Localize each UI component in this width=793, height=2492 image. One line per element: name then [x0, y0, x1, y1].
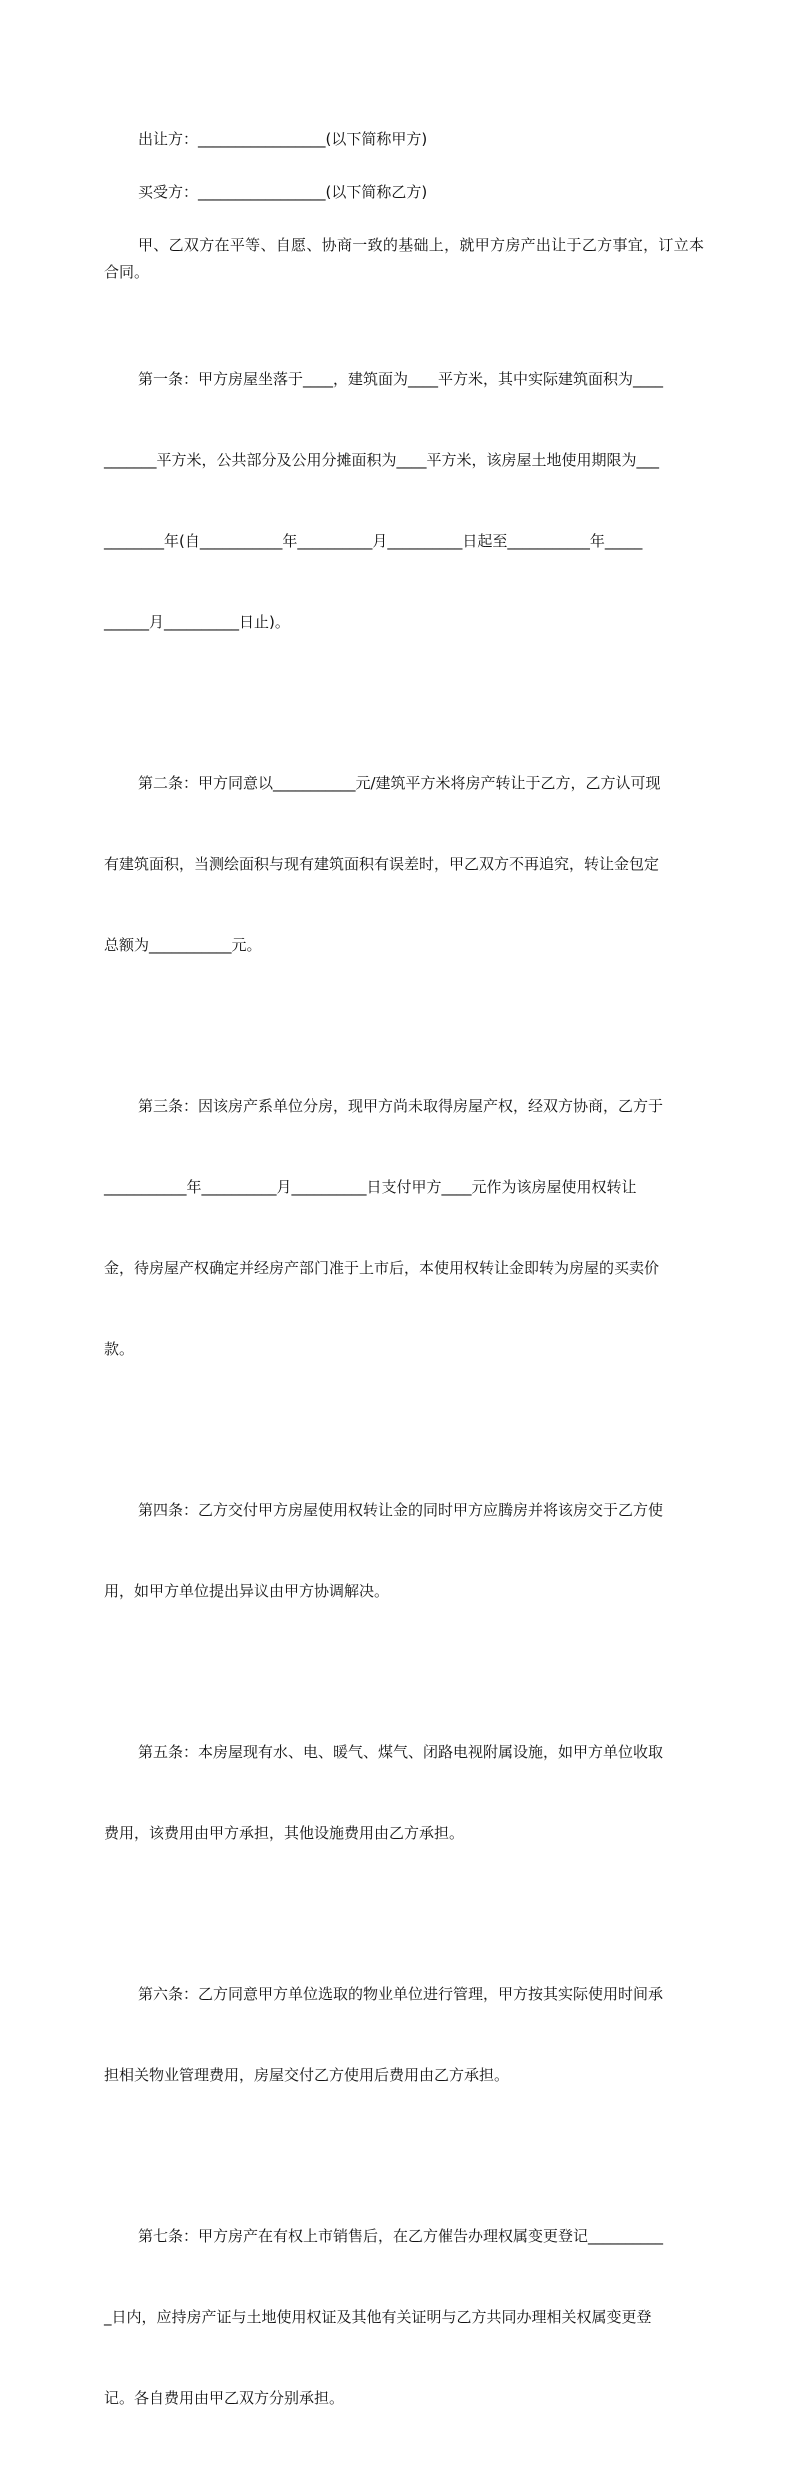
seller-line: 出让方：_________________(以下简称甲方) — [138, 130, 428, 148]
article-6 — [104, 1927, 704, 2143]
article-7-line: 第七条：甲方房产在有权上市销售后，在乙方催告办理权属变更登记__________ — [138, 2227, 664, 2245]
article-4-line: 第四条：乙方交付甲方房屋使用权转让金的同时甲方应腾房并将该房交于乙方使 — [138, 1501, 664, 1519]
article-5-line: 第五条：本房屋现有水、电、暖气、煤气、闭路电视附属设施，如甲方单位收取 — [138, 1743, 664, 1761]
article-3-line: 款。 — [104, 1340, 135, 1358]
article-3 — [104, 1039, 704, 1417]
article-2 — [104, 716, 704, 1013]
article-1-line: ________年(自___________年__________月__________日起至___________年_____ — [104, 532, 643, 550]
article-2-line: 有建筑面积，当测绘面积与现有建筑面积有误差时，甲乙双方不再追究，转让金包定 — [104, 855, 660, 873]
article-4-line: 用，如甲方单位提出异议由甲方协调解决。 — [104, 1582, 390, 1600]
contract-page — [104, 126, 704, 2492]
article-7-line: 记。各自费用由甲乙双方分别承担。 — [104, 2389, 345, 2407]
article-2-line: 第二条：甲方同意以___________元/建筑平方米将房产转让于乙方，乙方认可现 — [138, 774, 661, 792]
article-2-line: 总额为___________元。 — [104, 936, 262, 954]
article-7-line: _日内，应持房产证与土地使用权证及其他有关证明与乙方共同办理相关权属变更登 — [104, 2308, 652, 2326]
article-3-line: 第三条：因该房产系单位分房，现甲方尚未取得房屋产权，经双方协商，乙方于 — [138, 1097, 664, 1115]
article-3-line: 金，待房屋产权确定并经房产部门准于上市后，本使用权转让金即转为房屋的买卖价 — [104, 1259, 660, 1277]
article-7 — [104, 2169, 704, 2466]
article-5 — [104, 1685, 704, 1901]
buyer-line: 买受方：_________________(以下简称乙方) — [138, 183, 428, 201]
article-1-line: _______平方米，公共部分及公用分摊面积为____平方米，该房屋土地使用期限为___ — [104, 451, 660, 469]
article-3-line: ___________年__________月__________日支付甲方____元作为该房屋使用权转让 — [104, 1178, 637, 1196]
intro-paragraph: 甲、乙双方在平等、自愿、协商一致的基础上，就甲方房产出让于乙方事宜，订立本合同。 — [104, 236, 704, 281]
article-1 — [104, 312, 704, 690]
article-5-line: 费用，该费用由甲方承担，其他设施费用由乙方承担。 — [104, 1824, 465, 1842]
article-1-line: ______月__________日止)。 — [104, 613, 290, 631]
article-4 — [104, 1443, 704, 1659]
article-6-line: 第六条：乙方同意甲方单位选取的物业单位进行管理，甲方按其实际使用时间承 — [138, 1985, 664, 2003]
article-6-line: 担相关物业管理费用，房屋交付乙方使用后费用由乙方承担。 — [104, 2066, 510, 2084]
article-1-line: 第一条：甲方房屋坐落于____，建筑面为____平方米，其中实际建筑面积为____ — [138, 370, 664, 388]
